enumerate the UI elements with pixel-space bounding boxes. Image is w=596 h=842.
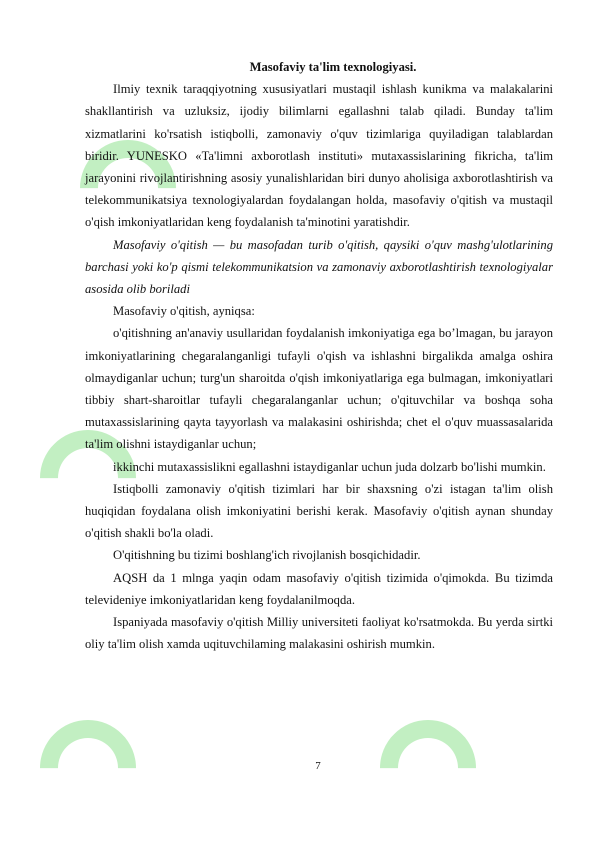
paragraph: ikkinchi mutaxassislikni egallashni istaydiganlar uchun juda dolzarb bo'lishi mumkin. bbox=[113, 459, 546, 474]
document-body bbox=[85, 56, 553, 655]
paragraph: O'qitishning bu tizimi boshlang'ich rivojlanish bosqichidadir. bbox=[113, 548, 421, 563]
document-title: Masofaviy ta'lim texnologiyasi. bbox=[249, 60, 417, 74]
page-number: 7 bbox=[315, 760, 321, 772]
paragraph: AQSH da 1 mlnga yaqin odam masofaviy o'qitish tizimida o'qimokda. Bu tizimda televideniye imkoniyatlaridan keng foydalanilmoqda. bbox=[85, 570, 553, 607]
paragraph: Ilmiy texnik taraqqiyotning xususiyatlari mustaqil ishlash kunikma va malakalarini shakllantirish va uzluksiz, ijodiy bilimlarni egallashni talab qiladi. Bunday ta'lim xizmatlarini ko'rsatish istiqbolli, zamonaviy o'quv tizimlariga quyiladigan talablardan biridir. YUNESKO «Ta'limni axborotlash instituti» mutaxassislarining fikricha, ta'lim jarayonini rivojlantirishning asosiy yunalishlaridan biri dunyo aholisiga axborotlashtirish va telekommunikatsiya texnologiyalardan foydalangan holda, masofaviy o'qitish va mustaqil o'qish imkoniyatlaridan keng foydalanish ta'minotini yaratishdir. bbox=[85, 82, 553, 230]
paragraph: Istiqbolli zamonaviy o'qitish tizimlari har bir shaxsning o'zi istagan ta'lim olish huqiqidan foydalana olish imkoniyatini berishi kerak. Masofaviy o'qitish aynan shunday o'qitish shakli bo'la oladi. bbox=[85, 481, 553, 541]
paragraph: Masofaviy o'qitish, ayniqsa: bbox=[113, 304, 255, 319]
paragraph: Ispaniyada masofaviy o'qitish Milliy universiteti faoliyat ko'rsatmokda. Bu yerda sirtki oliy ta'lim olish xamda uqituvchilaming malakasini oshirish mumkin. bbox=[85, 615, 553, 652]
paragraph-definition: Masofaviy o'qitish — bu masofadan turib o'qitish, qaysiki o'quv mashg'ulotlarining barchasi yoki ko'p qismi telekommunikatsion va zamonaviy axborotlashtirish texnologiyalar asosida olib boriladi bbox=[85, 237, 553, 297]
paragraph: o'qitishning an'anaviy usullaridan foydalanish imkoniyatiga ega bo’lmagan, bu jarayon imkoniyatlarining chegaralanganligi tufayli o'qish va ishlashni birgalikda amalga oshira olmaydiganlar uchun; turg'un sharoitda o'qish imkoniyatlariga ega bulmagan, imkoniyatlari tibbiy shart-sharoitlar tufayli chegaralanganlar uchun; o'qituvchilar va boshqa soha mutaxassislarining qayta tayyorlash va malakasini oshirishda; chet el o'quv muassasalarida ta'lim olishni istaydiganlar uchun; bbox=[85, 326, 553, 452]
